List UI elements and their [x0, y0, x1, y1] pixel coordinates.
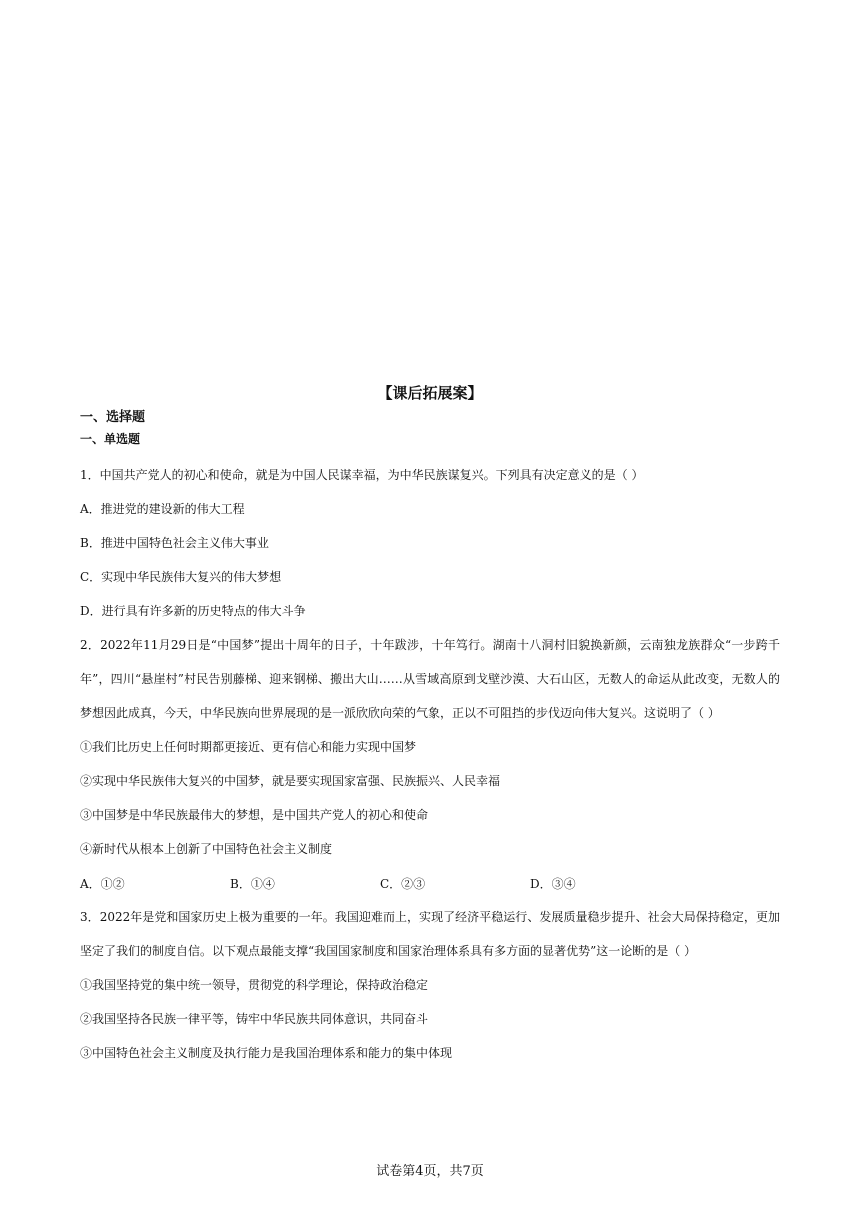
question-2 — [80, 628, 780, 900]
question-3 — [80, 900, 780, 1070]
question-3-statement-2: ②我国坚持各民族一律平等，铸牢中华民族共同体意识，共同奋斗 — [80, 1012, 429, 1026]
question-1-option-d: D．进行具有许多新的历史特点的伟大斗争 — [80, 604, 306, 618]
question-1-option-a: A．推进党的建设新的伟大工程 — [80, 502, 245, 516]
question-1-option-c: C．实现中华民族伟大复兴的伟大梦想 — [80, 570, 282, 584]
question-2-statement-2: ②实现中华民族伟大复兴的中国梦，就是要实现国家富强、民族振兴、人民幸福 — [80, 774, 501, 788]
question-3-stem: 3．2022年是党和国家历史上极为重要的一年。我国迎难而上，实现了经济平稳运行、发展质量稳步提升、社会大局保持稳定，更加坚定了我们的制度自信。以下观点最能支撑“我国国家制度和国家治理体系具有多方面的显著优势”这一论断的是（ ） — [80, 910, 780, 958]
question-2-stem: 2．2022年11月29日是“中国梦”提出十周年的日子，十年跋涉，十年笃行。湖南十八洞村旧貌换新颜，云南独龙族群众“一步跨千年”，四川“悬崖村”村民告别藤梯、迎来钢梯、搬出大山……从雪域高原到戈壁沙漠、大石山区，无数人的命运从此改变，无数人的梦想因此成真，今天，中华民族向世界展现的是一派欣欣向荣的气象，正以不可阻挡的步伐迈向伟大复兴。这说明了（ ） — [80, 638, 780, 720]
page-footer: 试卷第4页，共7页 — [376, 1164, 484, 1179]
questions-content — [80, 458, 780, 1070]
question-2-option-c: C．②③ — [380, 876, 426, 891]
heading-single-choice: 一、单选题 — [80, 432, 141, 446]
question-2-option-d: D．③④ — [530, 876, 576, 891]
question-2-option-b: B．①④ — [230, 876, 275, 891]
question-2-statement-4: ④新时代从根本上创新了中国特色社会主义制度 — [80, 842, 333, 856]
question-1-stem: 1．中国共产党人的初心和使命，就是为中国人民谋幸福，为中华民族谋复兴。下列具有决定意义的是（ ） — [80, 468, 644, 482]
question-1 — [80, 458, 780, 628]
question-1-option-b: B．推进中国特色社会主义伟大事业 — [80, 536, 269, 550]
question-2-options — [80, 866, 780, 900]
question-2-statement-3: ③中国梦是中华民族最伟大的梦想，是中国共产党人的初心和使命 — [80, 808, 429, 822]
heading-choice-questions: 一、选择题 — [80, 410, 146, 425]
question-3-statement-1: ①我国坚持党的集中统一领导，贯彻党的科学理论，保持政治稳定 — [80, 978, 429, 992]
section-title: 【课后拓展案】 — [377, 384, 483, 402]
question-3-statement-3: ③中国特色社会主义制度及执行能力是我国治理体系和能力的集中体现 — [80, 1046, 453, 1060]
question-2-option-a: A．①② — [80, 876, 125, 891]
question-2-statement-1: ①我们比历史上任何时期都更接近、更有信心和能力实现中国梦 — [80, 740, 417, 754]
